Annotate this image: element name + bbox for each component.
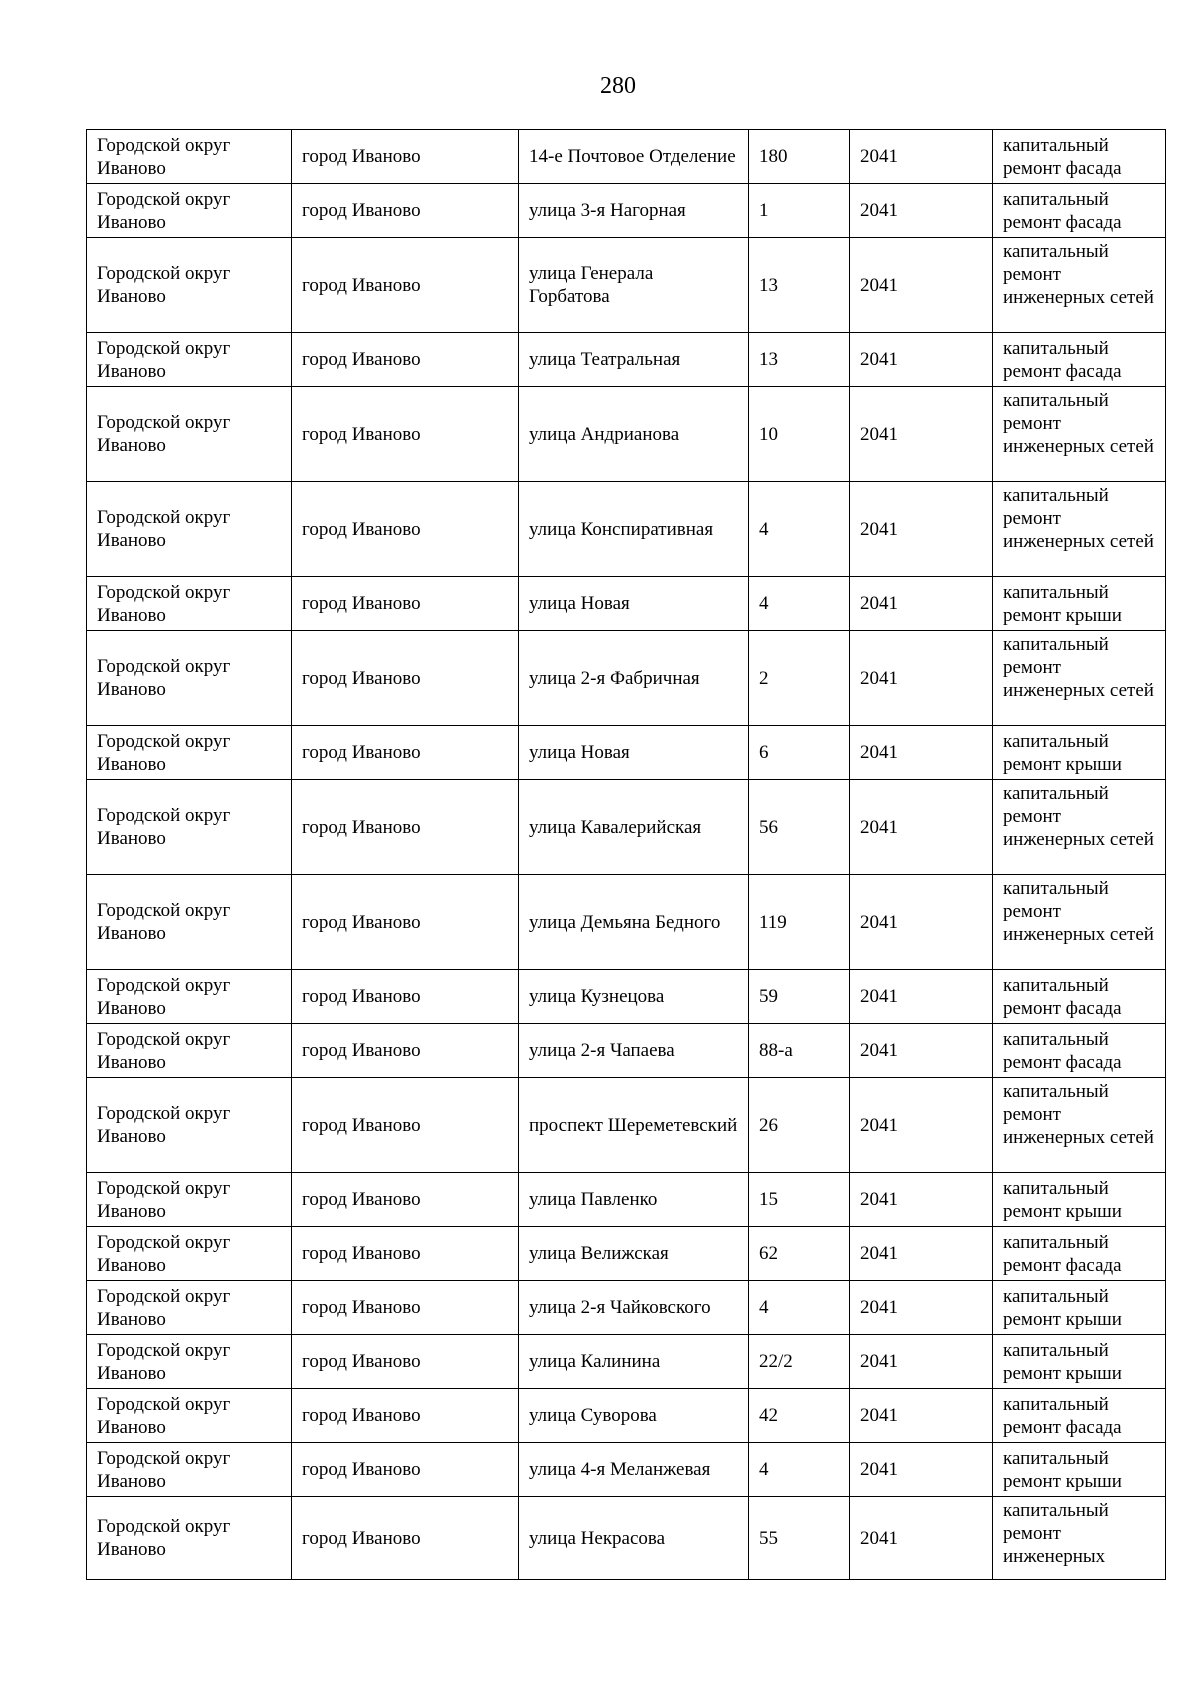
cell-house: 10 (749, 387, 850, 482)
cell-work: капитальный ремонт инженерных сетей (993, 631, 1166, 726)
cell-street: 14-е Почтовое Отделение (519, 130, 749, 184)
cell-house: 4 (749, 482, 850, 577)
table-row (87, 875, 1166, 970)
cell-year: 2041 (850, 577, 993, 631)
cell-street: улица 4-я Меланжевая (519, 1443, 749, 1497)
cell-city: город Иваново (292, 577, 519, 631)
table-row (87, 482, 1166, 577)
cell-district: Городской округ Иваново (87, 184, 292, 238)
cell-house: 180 (749, 130, 850, 184)
cell-year: 2041 (850, 631, 993, 726)
cell-year: 2041 (850, 130, 993, 184)
cell-street: улица Велижская (519, 1227, 749, 1281)
cell-house: 42 (749, 1389, 850, 1443)
cell-district: Городской округ Иваново (87, 1227, 292, 1281)
cell-district: Городской округ Иваново (87, 1335, 292, 1389)
cell-house: 4 (749, 1443, 850, 1497)
cell-house: 119 (749, 875, 850, 970)
table-row (87, 333, 1166, 387)
cell-street: улица 2-я Чапаева (519, 1024, 749, 1078)
cell-work: капитальный ремонт инженерных (993, 1497, 1166, 1580)
table-row (87, 970, 1166, 1024)
cell-city: город Иваново (292, 780, 519, 875)
cell-street: улица Кузнецова (519, 970, 749, 1024)
cell-house: 55 (749, 1497, 850, 1580)
page-number: 280 (600, 73, 636, 99)
cell-work: капитальный ремонт крыши (993, 1443, 1166, 1497)
cell-work: капитальный ремонт фасада (993, 1389, 1166, 1443)
cell-house: 2 (749, 631, 850, 726)
cell-house: 6 (749, 726, 850, 780)
cell-city: город Иваново (292, 482, 519, 577)
cell-street: улица Демьяна Бедного (519, 875, 749, 970)
cell-house: 22/2 (749, 1335, 850, 1389)
table-body (87, 130, 1166, 1580)
cell-street: улица Конспиративная (519, 482, 749, 577)
cell-district: Городской округ Иваново (87, 1497, 292, 1580)
table-row (87, 1024, 1166, 1078)
cell-district: Городской округ Иваново (87, 333, 292, 387)
cell-work: капитальный ремонт инженерных сетей (993, 482, 1166, 577)
cell-work: капитальный ремонт крыши (993, 1173, 1166, 1227)
cell-city: город Иваново (292, 1281, 519, 1335)
cell-house: 56 (749, 780, 850, 875)
table-row (87, 1443, 1166, 1497)
cell-house: 15 (749, 1173, 850, 1227)
cell-work: капитальный ремонт крыши (993, 1335, 1166, 1389)
cell-year: 2041 (850, 238, 993, 333)
cell-city: город Иваново (292, 387, 519, 482)
table-row (87, 577, 1166, 631)
cell-district: Городской округ Иваново (87, 631, 292, 726)
cell-year: 2041 (850, 1335, 993, 1389)
cell-house: 59 (749, 970, 850, 1024)
cell-year: 2041 (850, 482, 993, 577)
cell-work: капитальный ремонт крыши (993, 726, 1166, 780)
table-row (87, 1227, 1166, 1281)
table-row (87, 1389, 1166, 1443)
cell-house: 26 (749, 1078, 850, 1173)
cell-year: 2041 (850, 1078, 993, 1173)
cell-city: город Иваново (292, 333, 519, 387)
cell-district: Городской округ Иваново (87, 726, 292, 780)
cell-year: 2041 (850, 970, 993, 1024)
cell-street: улица Павленко (519, 1173, 749, 1227)
cell-work: капитальный ремонт фасада (993, 970, 1166, 1024)
cell-work: капитальный ремонт фасада (993, 1024, 1166, 1078)
cell-district: Городской округ Иваново (87, 1173, 292, 1227)
cell-street: улица Калинина (519, 1335, 749, 1389)
cell-work: капитальный ремонт крыши (993, 577, 1166, 631)
table-row (87, 1335, 1166, 1389)
cell-house: 4 (749, 1281, 850, 1335)
table-row (87, 184, 1166, 238)
cell-year: 2041 (850, 726, 993, 780)
cell-city: город Иваново (292, 726, 519, 780)
cell-district: Городской округ Иваново (87, 238, 292, 333)
cell-house: 13 (749, 238, 850, 333)
table-row (87, 1078, 1166, 1173)
cell-street: улица 3-я Нагорная (519, 184, 749, 238)
cell-city: город Иваново (292, 875, 519, 970)
cell-house: 4 (749, 577, 850, 631)
cell-city: город Иваново (292, 1335, 519, 1389)
cell-city: город Иваново (292, 1024, 519, 1078)
cell-street: улица Кавалерийская (519, 780, 749, 875)
cell-year: 2041 (850, 1497, 993, 1580)
cell-street: проспект Шереметевский (519, 1078, 749, 1173)
cell-city: город Иваново (292, 238, 519, 333)
table-row (87, 1173, 1166, 1227)
cell-street: улица Некрасова (519, 1497, 749, 1580)
cell-street: улица Новая (519, 577, 749, 631)
cell-work: капитальный ремонт инженерных сетей (993, 780, 1166, 875)
table-row (87, 130, 1166, 184)
cell-house: 88-а (749, 1024, 850, 1078)
table-row (87, 1281, 1166, 1335)
cell-district: Городской округ Иваново (87, 780, 292, 875)
cell-district: Городской округ Иваново (87, 1389, 292, 1443)
cell-district: Городской округ Иваново (87, 130, 292, 184)
cell-street: улица 2-я Фабричная (519, 631, 749, 726)
cell-house: 1 (749, 184, 850, 238)
cell-work: капитальный ремонт крыши (993, 1281, 1166, 1335)
cell-year: 2041 (850, 1281, 993, 1335)
cell-work: капитальный ремонт фасада (993, 333, 1166, 387)
cell-city: город Иваново (292, 184, 519, 238)
cell-work: капитальный ремонт фасада (993, 184, 1166, 238)
cell-city: город Иваново (292, 970, 519, 1024)
table-row (87, 631, 1166, 726)
table-row (87, 780, 1166, 875)
cell-city: город Иваново (292, 1389, 519, 1443)
table-row (87, 1497, 1166, 1580)
cell-district: Городской округ Иваново (87, 1443, 292, 1497)
cell-street: улица Театральная (519, 333, 749, 387)
cell-district: Городской округ Иваново (87, 1024, 292, 1078)
cell-city: город Иваново (292, 631, 519, 726)
cell-street: улица 2-я Чайковского (519, 1281, 749, 1335)
cell-district: Городской округ Иваново (87, 1281, 292, 1335)
table-row (87, 387, 1166, 482)
cell-district: Городской округ Иваново (87, 387, 292, 482)
cell-work: капитальный ремонт инженерных сетей (993, 387, 1166, 482)
cell-year: 2041 (850, 333, 993, 387)
cell-work: капитальный ремонт инженерных сетей (993, 1078, 1166, 1173)
cell-year: 2041 (850, 387, 993, 482)
cell-year: 2041 (850, 1389, 993, 1443)
cell-street: улица Суворова (519, 1389, 749, 1443)
cell-city: город Иваново (292, 130, 519, 184)
cell-work: капитальный ремонт фасада (993, 1227, 1166, 1281)
cell-year: 2041 (850, 875, 993, 970)
cell-year: 2041 (850, 780, 993, 875)
cell-district: Городской округ Иваново (87, 970, 292, 1024)
cell-district: Городской округ Иваново (87, 577, 292, 631)
cell-house: 62 (749, 1227, 850, 1281)
cell-city: город Иваново (292, 1227, 519, 1281)
cell-work: капитальный ремонт инженерных сетей (993, 875, 1166, 970)
cell-district: Городской округ Иваново (87, 1078, 292, 1173)
cell-house: 13 (749, 333, 850, 387)
cell-year: 2041 (850, 1173, 993, 1227)
cell-work: капитальный ремонт фасада (993, 130, 1166, 184)
cell-city: город Иваново (292, 1497, 519, 1580)
cell-city: город Иваново (292, 1173, 519, 1227)
table-row (87, 238, 1166, 333)
cell-street: улица Генерала Горбатова (519, 238, 749, 333)
cell-district: Городской округ Иваново (87, 875, 292, 970)
cell-city: город Иваново (292, 1443, 519, 1497)
cell-work: капитальный ремонт инженерных сетей (993, 238, 1166, 333)
table-row (87, 726, 1166, 780)
cell-year: 2041 (850, 1443, 993, 1497)
cell-street: улица Андрианова (519, 387, 749, 482)
cell-street: улица Новая (519, 726, 749, 780)
cell-year: 2041 (850, 1227, 993, 1281)
cell-year: 2041 (850, 184, 993, 238)
cell-district: Городской округ Иваново (87, 482, 292, 577)
repair-schedule-table (86, 129, 1166, 1580)
cell-year: 2041 (850, 1024, 993, 1078)
cell-city: город Иваново (292, 1078, 519, 1173)
